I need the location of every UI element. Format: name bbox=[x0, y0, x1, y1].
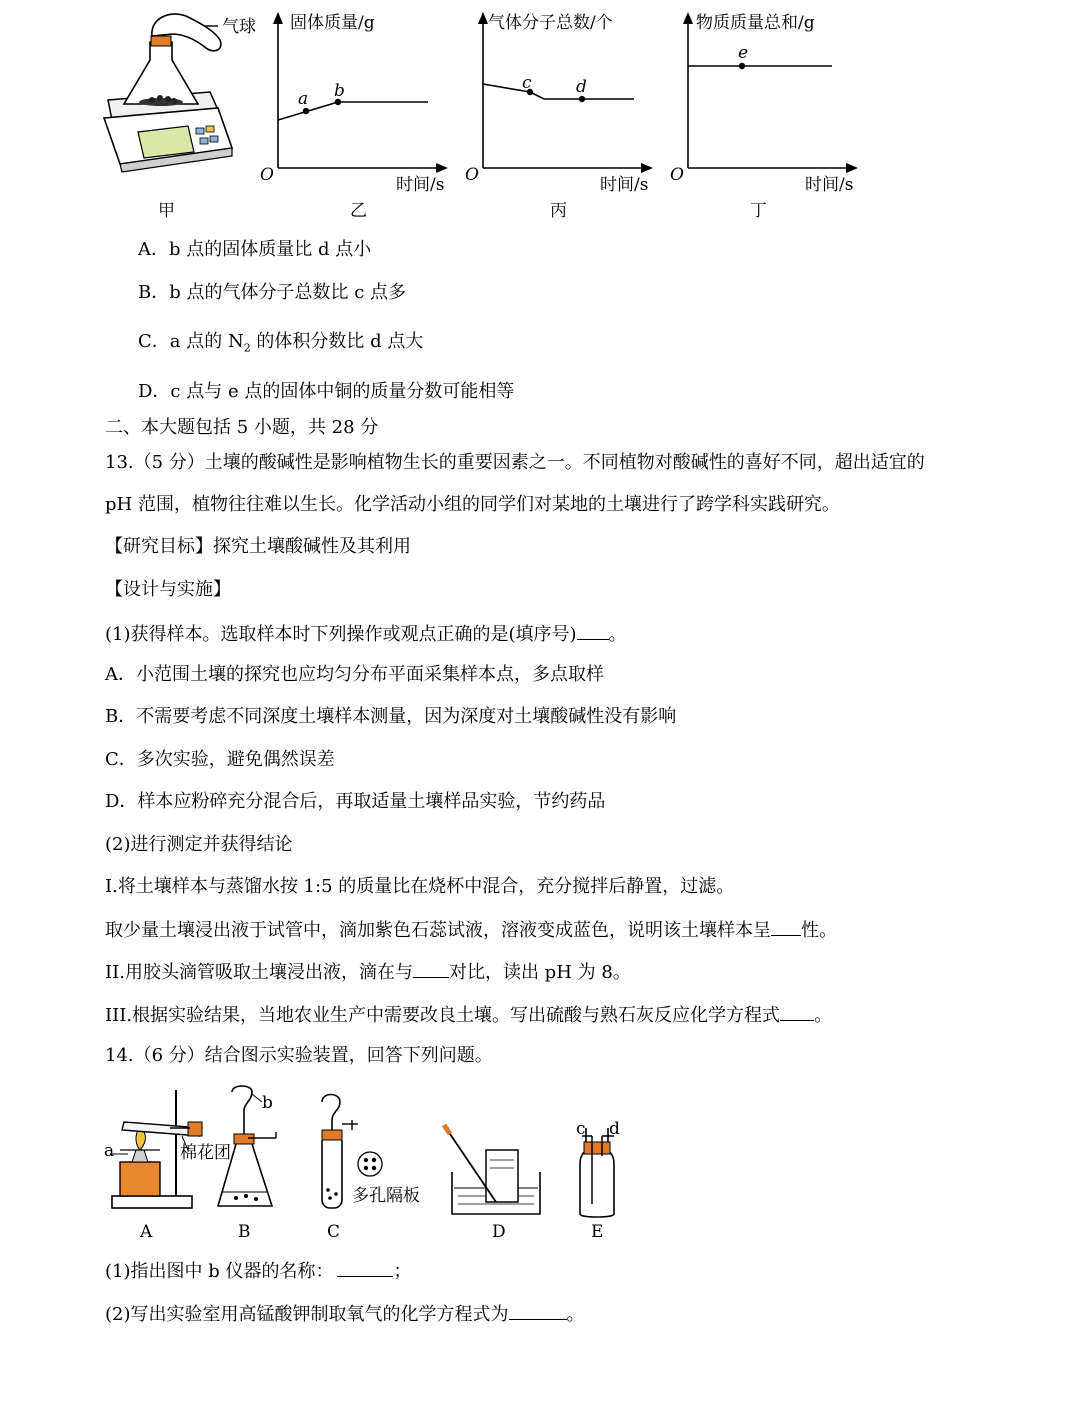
q13-step3 bbox=[105, 1002, 832, 1028]
caption-a: A bbox=[140, 1222, 153, 1242]
q13-step3-end: 。 bbox=[814, 1005, 833, 1026]
label-b: b bbox=[262, 1093, 273, 1113]
q12-option-d: D．c 点与 e 点的固体中铜的质量分数可能相等 bbox=[138, 381, 515, 402]
graph-yi-xlabel: 时间/s bbox=[396, 175, 445, 195]
label-a: a bbox=[104, 1141, 115, 1161]
point-e bbox=[739, 63, 745, 69]
q14-part1-text: (1)指出图中 b 仪器的名称： bbox=[105, 1261, 334, 1282]
apparatus-e bbox=[576, 1119, 620, 1242]
q13-option-b: B．不需要考虑不同深度土壤样本测量，因为深度对土壤酸碱性没有影响 bbox=[105, 706, 677, 727]
label-porous: 多孔隔板 bbox=[352, 1186, 420, 1206]
label-d: d bbox=[609, 1119, 620, 1139]
label-cotton: 棉花团 bbox=[180, 1143, 231, 1163]
q13-design: 【设计与实施】 bbox=[105, 579, 231, 600]
q13-step1b bbox=[105, 917, 837, 943]
q14-part2 bbox=[105, 1301, 585, 1327]
q14-intro: 14.（6 分）结合图示实验装置，回答下列问题。 bbox=[105, 1045, 493, 1066]
q12-option-a: A．b 点的固体质量比 d 点小 bbox=[138, 239, 372, 260]
section-2-heading: 二、本大题包括 5 小题，共 28 分 bbox=[105, 417, 379, 438]
figure-lab-apparatus bbox=[0, 1080, 1080, 1245]
q12-option-b: B．b 点的气体分子总数比 c 点多 bbox=[138, 282, 406, 303]
caption-bing: 丙 bbox=[550, 201, 567, 221]
q13-part2: (2)进行测定并获得结论 bbox=[105, 834, 293, 855]
graph-bing bbox=[465, 12, 653, 221]
q12-option-c-post: 的体积分数比 d 点大 bbox=[250, 331, 424, 352]
q13-part1-blank[interactable] bbox=[577, 621, 609, 640]
caption-jia: 甲 bbox=[158, 201, 175, 221]
point-b-label: b bbox=[334, 81, 345, 101]
graph-bing-xlabel: 时间/s bbox=[600, 175, 649, 195]
q13-option-a: A．小范围土壤的探究也应均匀分布平面采集样本点，多点取样 bbox=[105, 664, 604, 685]
q14-part1 bbox=[105, 1258, 411, 1284]
graph-yi-origin: O bbox=[260, 165, 274, 185]
q13-part1 bbox=[105, 621, 627, 647]
q13-part1-end: 。 bbox=[608, 624, 627, 645]
graph-ding bbox=[670, 12, 858, 221]
balance-flask-apparatus bbox=[104, 14, 256, 221]
q13-step2 bbox=[105, 959, 631, 985]
q13-goal: 【研究目标】探究土壤酸碱性及其利用 bbox=[105, 536, 411, 557]
caption-yi: 乙 bbox=[350, 201, 367, 221]
q13-step1b-text: 取少量土壤浸出液于试管中，滴加紫色石蕊试液，溶液变成蓝色，说明该土壤样本呈 bbox=[105, 920, 771, 941]
point-d-label: d bbox=[576, 77, 587, 97]
graph-bing-ylabel: 气体分子总数/个 bbox=[488, 13, 613, 33]
q13-step2-text: II.用胶头滴管吸取土壤浸出液，滴在与 bbox=[105, 962, 413, 983]
caption-ding: 丁 bbox=[750, 201, 767, 221]
q12-option-c-sub: 2 bbox=[243, 341, 251, 355]
q13-step3-text: III.根据实验结果，当地农业生产中需要改良土壤。写出硫酸与熟石灰反应化学方程式 bbox=[105, 1005, 781, 1026]
q13-step2-end: 对比，读出 pH 为 8。 bbox=[448, 962, 631, 983]
graph-bing-curve bbox=[483, 84, 634, 99]
figure-top bbox=[0, 0, 1080, 225]
caption-c: C bbox=[327, 1222, 341, 1242]
q13-step2-blank[interactable] bbox=[413, 959, 449, 978]
q13-intro-line2: pH 范围，植物往往难以生长。化学活动小组的同学们对某地的土壤进行了跨学科实践研究。 bbox=[105, 494, 840, 515]
q13-intro-line1: 13.（5 分）土壤的酸碱性是影响植物生长的重要因素之一。不同植物对酸碱性的喜好不同，超出适宜的 bbox=[105, 452, 925, 473]
q13-option-d: D．样本应粉碎充分混合后，再取适量土壤样品实验，节约药品 bbox=[105, 791, 606, 812]
graph-yi bbox=[260, 12, 448, 221]
caption-b: B bbox=[238, 1222, 251, 1242]
point-c-label: c bbox=[522, 73, 532, 93]
graph-ding-ylabel: 物质质量总和/g bbox=[696, 13, 815, 33]
graph-yi-ylabel: 固体质量/g bbox=[290, 13, 375, 33]
point-a-label: a bbox=[298, 89, 309, 109]
point-e-label: e bbox=[738, 43, 749, 63]
q13-step1: I.将土壤样本与蒸馏水按 1:5 的质量比在烧杯中混合，充分搅拌后静置，过滤。 bbox=[105, 876, 735, 897]
q12-option-c bbox=[138, 330, 423, 361]
q13-step3-blank[interactable] bbox=[780, 1002, 814, 1021]
caption-d: D bbox=[492, 1222, 506, 1242]
q14-part1-end: ； bbox=[393, 1261, 412, 1282]
caption-e: E bbox=[591, 1222, 604, 1242]
q12-option-c-pre: C．a 点的 N bbox=[138, 331, 244, 352]
graph-bing-origin: O bbox=[465, 165, 479, 185]
label-c: c bbox=[576, 1119, 586, 1139]
apparatus-b bbox=[218, 1086, 276, 1242]
q14-part1-blank[interactable] bbox=[337, 1258, 393, 1277]
apparatus-c bbox=[322, 1095, 420, 1243]
q14-part2-blank[interactable] bbox=[509, 1301, 567, 1320]
graph-ding-origin: O bbox=[670, 165, 684, 185]
q13-option-c: C．多次实验，避免偶然误差 bbox=[105, 749, 335, 770]
q14-part2-text: (2)写出实验室用高锰酸钾制取氧气的化学方程式为 bbox=[105, 1304, 509, 1325]
q13-part1-text: (1)获得样本。选取样本时下列操作或观点正确的是(填序号) bbox=[105, 624, 577, 645]
q13-step1b-end: 性。 bbox=[801, 920, 837, 941]
graph-ding-xlabel: 时间/s bbox=[805, 175, 854, 195]
apparatus-d bbox=[444, 1125, 540, 1242]
apparatus-a bbox=[104, 1090, 231, 1242]
q14-part2-end: 。 bbox=[566, 1304, 585, 1325]
balloon-label: 气球 bbox=[222, 17, 256, 37]
q13-step1b-blank[interactable] bbox=[771, 917, 801, 936]
